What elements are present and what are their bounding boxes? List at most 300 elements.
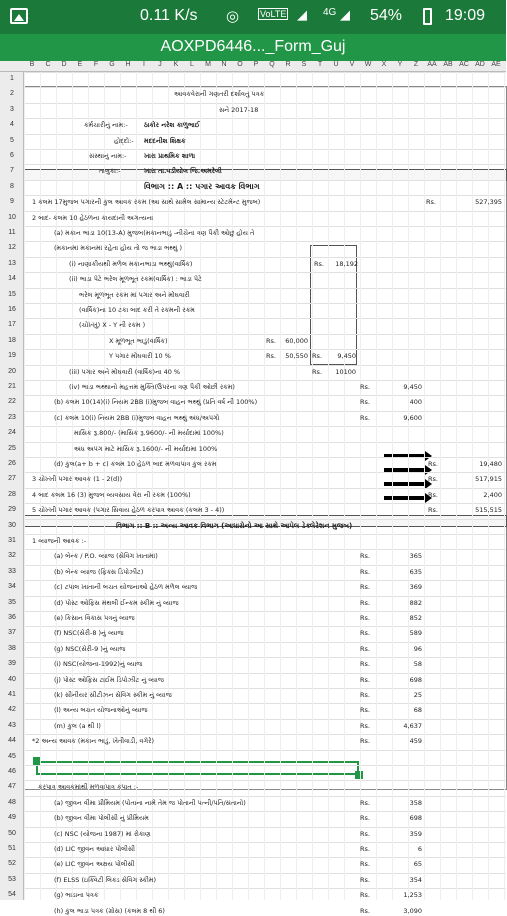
row-number[interactable]: 46 bbox=[8, 768, 16, 775]
column-letter[interactable]: U bbox=[333, 61, 339, 68]
column-letter[interactable]: W bbox=[364, 61, 372, 68]
row-gridline bbox=[24, 719, 506, 720]
cell-r29v[interactable]: 515,515 bbox=[475, 506, 502, 515]
row-number[interactable]: 36 bbox=[8, 614, 16, 621]
cell-r55rs[interactable]: Rs. bbox=[360, 906, 370, 915]
column-letter[interactable]: T bbox=[317, 61, 323, 68]
column-letter[interactable]: N bbox=[221, 61, 227, 68]
row-number[interactable]: 22 bbox=[8, 398, 16, 406]
cell-r44[interactable]: *2 અન્ય આવક (મકાન ભાડું, ખેતીવાડી, વગેરે) bbox=[32, 737, 155, 746]
row-number[interactable]: 38 bbox=[8, 644, 16, 652]
row-number[interactable]: 31 bbox=[8, 537, 16, 544]
cell-r43rs[interactable]: Rs. bbox=[360, 721, 370, 730]
row-gridline bbox=[24, 411, 506, 412]
column-letter[interactable]: R bbox=[285, 61, 291, 68]
column-gridline bbox=[120, 72, 121, 900]
cell-r31[interactable]: 1 વ્યાજની આવક :- bbox=[32, 537, 87, 545]
cell-r34v[interactable]: 369 bbox=[409, 583, 422, 592]
column-letter[interactable]: J bbox=[158, 61, 162, 68]
column-letter[interactable]: AC bbox=[459, 61, 469, 68]
cell-r5v[interactable]: મદદનીશ શિક્ષક bbox=[144, 136, 186, 145]
row-gridline bbox=[24, 426, 506, 427]
cell-r16[interactable]: (વાર્ષિક)ના 10 ટકા બાદ કરી તે રકમની રકમ bbox=[79, 306, 195, 314]
cell-r13v[interactable]: 18,192 bbox=[335, 259, 358, 268]
cell-r7v[interactable]: ખારા તા.વડીયોલ જિ.અમરેલી bbox=[144, 167, 222, 176]
row-gridline bbox=[24, 873, 506, 874]
cell-r26rs[interactable]: Rs. bbox=[428, 460, 438, 468]
row-gridline bbox=[24, 734, 506, 735]
cell-r17[interactable]: (ચોખ્ખું) X - Y ની રકમ ) bbox=[79, 321, 146, 330]
row-gridline bbox=[24, 303, 506, 304]
row-gridline bbox=[24, 457, 506, 458]
row-number[interactable]: 4 bbox=[10, 121, 14, 129]
row-number[interactable]: 2 bbox=[10, 90, 14, 98]
cell-r18v[interactable]: 60,000 bbox=[285, 336, 308, 345]
row-number[interactable]: 48 bbox=[8, 798, 16, 806]
cell-r19rs[interactable]: Rs. bbox=[266, 352, 276, 361]
cell-r19v2[interactable]: 9,450 bbox=[337, 352, 356, 361]
cell-r53rs[interactable]: Rs. bbox=[360, 875, 370, 884]
cell-r52[interactable]: (e) LIC જીવન અક્ષય પોલીસી bbox=[54, 860, 135, 869]
cell-r32v[interactable]: 365 bbox=[409, 552, 422, 561]
cell-r13rs[interactable]: Rs. bbox=[314, 259, 324, 268]
row-gridline bbox=[24, 118, 506, 119]
row-number[interactable]: 6 bbox=[10, 152, 14, 159]
cell-r8[interactable]: વિભાગ :: A :: પગાર આવક વિભાગ bbox=[144, 181, 260, 191]
row-number[interactable]: 53 bbox=[8, 875, 16, 883]
column-letter[interactable]: V bbox=[349, 61, 355, 68]
row-number[interactable]: 23 bbox=[8, 413, 16, 421]
cell-r40[interactable]: (j) પોસ્ટ ઓફિસ ટાઈમ ડિપોઝીટ નું વ્યાજ bbox=[54, 675, 164, 684]
cell-r13[interactable]: (i) નાણાકીયથી મળેલ મકાનભાડા ભથ્થું(વાર્ષિક) bbox=[69, 259, 193, 268]
cell-r47[interactable]: કરપાત્ર આવકમાંથી મળવાપાત્ર કપાત :- bbox=[38, 783, 139, 792]
gallery-icon bbox=[10, 8, 28, 24]
cell-r37rs[interactable]: Rs. bbox=[360, 629, 370, 638]
row-gridline bbox=[24, 565, 506, 566]
row-number[interactable]: 30 bbox=[8, 521, 16, 529]
row-number[interactable]: 50 bbox=[8, 829, 16, 837]
column-letter[interactable]: S bbox=[301, 61, 307, 68]
cell-r15[interactable]: ભરેલ મૂળભૂત રકમ માં પગાર અને મોંઘવારી bbox=[79, 290, 190, 299]
cell-r27[interactable]: 3 ચોખ્ખી પગાર આવક (1 - 2(d)) bbox=[32, 475, 123, 484]
cell-r54[interactable]: (g) ભાડાના પત્રક bbox=[54, 891, 99, 900]
column-letter[interactable]: Q bbox=[269, 61, 275, 68]
row-number[interactable]: 3 bbox=[10, 105, 14, 113]
cell-r20v[interactable]: 10100 bbox=[335, 367, 356, 376]
row-gridline bbox=[24, 811, 506, 812]
cell-r38rs[interactable]: Rs. bbox=[360, 644, 370, 653]
column-gridline bbox=[328, 72, 329, 900]
column-letter[interactable]: X bbox=[381, 61, 387, 68]
cell-r38[interactable]: (g) NSC(સેરી-9 )નું વ્યાજ bbox=[54, 644, 126, 653]
row-number[interactable]: 29 bbox=[8, 506, 16, 514]
cell-r19rs2[interactable]: Rs. bbox=[312, 352, 322, 361]
cell-r36[interactable]: (e) કિસાન વિકાસ પત્રનું વ્યાજ bbox=[54, 614, 135, 622]
cell-r22v[interactable]: 400 bbox=[409, 398, 422, 407]
row-number[interactable]: 5 bbox=[10, 136, 14, 144]
column-gridline bbox=[488, 72, 489, 900]
cell-r40rs[interactable]: Rs. bbox=[360, 675, 370, 684]
cell-r39rs[interactable]: Rs. bbox=[360, 660, 370, 669]
cell-r27v[interactable]: 517,915 bbox=[475, 475, 502, 484]
column-gridline bbox=[376, 72, 377, 900]
row-number[interactable]: 20 bbox=[8, 367, 16, 375]
cell-r9rs[interactable]: Rs. bbox=[426, 198, 436, 207]
column-gridline bbox=[504, 72, 505, 900]
row-number[interactable]: 12 bbox=[8, 244, 16, 252]
network-speed: 0.11 K/s bbox=[140, 7, 198, 24]
cell-r20[interactable]: (iii) પગાર અને મોંઘવારી (વાર્ષિક)ના 40 % bbox=[69, 367, 181, 376]
cell-r11[interactable]: (a) મકાન ભાડા 10(13-A) મુજબ(મકાનભાડું -નીચેના ત્રણ પૈકી ઓછું હોય તે bbox=[54, 229, 255, 237]
row-number[interactable]: 54 bbox=[8, 891, 16, 899]
row-gridline bbox=[24, 596, 506, 597]
column-letter[interactable]: M bbox=[205, 61, 211, 68]
row-gridline bbox=[24, 334, 506, 335]
row-gridline bbox=[24, 796, 506, 797]
cell-r44v[interactable]: 459 bbox=[409, 737, 422, 746]
cell-r19[interactable]: Y પગાર મોંઘવારી 10 % bbox=[109, 352, 171, 361]
row-gridline bbox=[24, 180, 506, 181]
row-number[interactable]: 25 bbox=[8, 444, 16, 452]
row-gridline bbox=[24, 519, 506, 520]
row-gridline bbox=[24, 827, 506, 828]
row-gridline bbox=[24, 318, 506, 319]
row-number[interactable]: 28 bbox=[8, 490, 16, 498]
row-gridline bbox=[24, 688, 506, 689]
cell-r28v[interactable]: 2,400 bbox=[483, 490, 502, 499]
cell-r54rs[interactable]: Rs. bbox=[360, 891, 370, 900]
cell-r48rs[interactable]: Rs. bbox=[360, 798, 370, 807]
cell-r42rs[interactable]: Rs. bbox=[360, 706, 370, 715]
cell-r10[interactable]: 2 બાદ- કલમ 10 હેઠળના કાયદાની અગત્યના bbox=[32, 213, 154, 222]
row-number[interactable]: 21 bbox=[8, 383, 16, 390]
cell-r37[interactable]: (f) NSC(સેરી-8 )નું વ્યાજ bbox=[54, 629, 124, 638]
hotspot-icon: ◎ bbox=[226, 8, 240, 25]
cell-r42[interactable]: (l) અન્ય બચત યોજનાઓનું વ્યાજ bbox=[54, 706, 148, 715]
spreadsheet-grid[interactable] bbox=[24, 72, 506, 915]
cell-r40v[interactable]: 698 bbox=[409, 675, 422, 684]
cell-r49v[interactable]: 698 bbox=[409, 814, 422, 823]
column-gridline bbox=[24, 72, 25, 900]
row-header bbox=[0, 72, 24, 900]
column-letter[interactable]: E bbox=[77, 61, 83, 68]
row-number[interactable]: 19 bbox=[8, 352, 16, 360]
column-gridline bbox=[168, 72, 169, 900]
document-title[interactable]: AOXPD6446..._Form_Guj bbox=[160, 38, 346, 55]
row-gridline bbox=[24, 349, 506, 350]
column-gridline bbox=[88, 72, 89, 900]
cell-r36rs[interactable]: Rs. bbox=[360, 614, 370, 622]
cell-r6l[interactable]: સંસ્થાનું નામ:- bbox=[89, 152, 127, 160]
cell-r50rs[interactable]: Rs. bbox=[360, 829, 370, 838]
cell-r25[interactable]: અંધ અપંગ માટે માસિક રૂ.1600/- ની મર્યાદામાં 100% bbox=[74, 444, 218, 453]
row-gridline bbox=[24, 103, 506, 104]
row-number[interactable]: 45 bbox=[8, 752, 16, 760]
cell-r29rs[interactable]: Rs. bbox=[428, 506, 438, 515]
arrow-icon bbox=[384, 496, 426, 500]
row-number[interactable]: 49 bbox=[8, 814, 16, 822]
column-letter[interactable]: G bbox=[109, 61, 115, 68]
row-gridline bbox=[24, 365, 506, 366]
cell-r36v[interactable]: 852 bbox=[409, 614, 422, 622]
cell-r22rs[interactable]: Rs. bbox=[360, 398, 370, 407]
row-gridline bbox=[24, 703, 506, 704]
row-gridline bbox=[24, 580, 506, 581]
cell-r33[interactable]: (b) બેન્ક વ્યાજ (ફિક્સ ડિપોઝીટ) bbox=[54, 567, 144, 576]
cell-r48[interactable]: (a) જીવન વીમા પ્રીમિયમ (પોતાના નામે તેમ જ પોતાની પત્ની/પતિ/સંતાનો) bbox=[54, 798, 246, 807]
column-gridline bbox=[296, 72, 297, 900]
cell-r49rs[interactable]: Rs. bbox=[360, 814, 370, 823]
cell-r34[interactable]: (c) ટપાલ ખાતાની બચત યોજનાઓ હેઠળ મળેલ વ્યાજ bbox=[54, 583, 198, 592]
cell-r23rs[interactable]: Rs. bbox=[360, 413, 370, 422]
row-gridline bbox=[24, 549, 506, 550]
cell-r52v[interactable]: 65 bbox=[413, 860, 422, 869]
cell-r51v[interactable]: 6 bbox=[417, 845, 422, 853]
cell-r32rs[interactable]: Rs. bbox=[360, 552, 370, 561]
row-gridline bbox=[24, 164, 506, 165]
cell-r37v[interactable]: 589 bbox=[409, 629, 422, 638]
column-gridline bbox=[216, 72, 217, 900]
row-number[interactable]: 9 bbox=[10, 198, 14, 206]
cell-r21v[interactable]: 9,450 bbox=[403, 383, 422, 391]
cell-r18rs[interactable]: Rs. bbox=[266, 336, 276, 345]
row-gridline bbox=[24, 857, 506, 858]
cell-r51[interactable]: (d) LIC જીવન આધાર પોલીસી bbox=[54, 845, 136, 853]
cell-r55v[interactable]: 3,090 bbox=[403, 906, 422, 915]
row-number[interactable]: 35 bbox=[8, 598, 16, 606]
cell-r49[interactable]: (b) જીવન વીમા પોલીસી નું પ્રીમિયમ bbox=[54, 814, 149, 823]
cell-r19v[interactable]: 50,550 bbox=[285, 352, 308, 361]
arrow-icon bbox=[384, 482, 426, 486]
column-gridline bbox=[440, 72, 441, 900]
row-gridline bbox=[24, 257, 506, 258]
column-gridline bbox=[152, 72, 153, 900]
column-letter[interactable]: F bbox=[93, 61, 99, 68]
row-gridline bbox=[24, 134, 506, 135]
row-gridline bbox=[24, 288, 506, 289]
row-number[interactable]: 8 bbox=[10, 182, 14, 190]
row-gridline bbox=[24, 765, 506, 766]
column-gridline bbox=[344, 72, 345, 900]
column-gridline bbox=[392, 72, 393, 900]
cell-r41[interactable]: (k) સીનીયર સીટીઝન સેવિંગ સ્કીમ નું વ્યાજ bbox=[54, 691, 172, 699]
column-gridline bbox=[456, 72, 457, 900]
row-gridline bbox=[24, 195, 506, 196]
column-letter[interactable]: K bbox=[173, 61, 179, 68]
column-letter[interactable]: O bbox=[237, 61, 243, 68]
cell-r22[interactable]: (b) કલમ 10(14)(i) નિયમ 2BB (i)મુજબ વાહન ભથ્થું (પ્રતિ વર્ષ ની 100%) bbox=[54, 398, 258, 407]
row-number[interactable]: 11 bbox=[8, 229, 16, 236]
column-header bbox=[0, 61, 506, 72]
row-gridline bbox=[24, 626, 506, 627]
volte-badge: VoLTE bbox=[260, 9, 287, 19]
column-letter[interactable]: AD bbox=[475, 61, 485, 68]
cell-r48v[interactable]: 358 bbox=[409, 798, 422, 807]
row-gridline bbox=[24, 272, 506, 273]
app-bar bbox=[0, 34, 506, 61]
cell-r9[interactable]: 1 કલમ 17મુજબ પગારની કુલ આવક રકમ (આ સાથે સામેલ સામાન્ય સ્ટેટમેન્ટ મુજબ) bbox=[32, 198, 261, 207]
row-gridline bbox=[24, 149, 506, 150]
cell-r55[interactable]: (h) કુલ ભાડા પત્રક (ગ્રોસ) (કલમ 8 થી 6) bbox=[54, 906, 165, 915]
column-letter[interactable]: D bbox=[61, 61, 67, 68]
cell-r24[interactable]: માસિક રૂ.800/- (માસિક રૂ.9600/- ની મર્યાદામાં 100%) bbox=[74, 429, 224, 438]
cell-r50[interactable]: (c) NSC (યોજના 1987) માં રોકાણ bbox=[54, 829, 151, 838]
row-gridline bbox=[24, 241, 506, 242]
row-number[interactable]: 13 bbox=[8, 259, 16, 267]
cell-r44rs[interactable]: Rs. bbox=[360, 737, 370, 746]
cell-signal-icon: ◢ bbox=[340, 7, 350, 22]
row-number[interactable]: 24 bbox=[8, 429, 16, 437]
cell-r28[interactable]: 4 બાદ કલમ 16 (3) મુજબ વ્યવસાય વેરા ની રકમ (100%) bbox=[32, 490, 191, 499]
cell-r21[interactable]: (iv) ભાડા ભથ્થાનો મહત્તમ મુક્તિ(ઉપરના ત્રણ પૈકી ઓછી રકમ) bbox=[69, 383, 235, 391]
row-number[interactable]: 16 bbox=[8, 306, 16, 313]
cell-r39v[interactable]: 58 bbox=[413, 660, 422, 669]
row-gridline bbox=[24, 503, 506, 504]
column-gridline bbox=[360, 72, 361, 900]
column-letter[interactable]: AA bbox=[427, 61, 437, 68]
cell-r23v[interactable]: 9,600 bbox=[403, 413, 422, 422]
row-number[interactable]: 14 bbox=[8, 275, 16, 283]
row-gridline bbox=[24, 211, 506, 212]
cell-r53[interactable]: (f) ELSS (ઇક્વિટી લિંક્ડ સેવિંગ સ્કીમ) bbox=[54, 875, 157, 884]
row-number[interactable]: 18 bbox=[8, 336, 16, 344]
column-letter[interactable]: H bbox=[125, 61, 131, 68]
status-bar bbox=[0, 0, 506, 34]
cell-r4v[interactable]: ઠાકોર નરેશ કાળુભાઈ bbox=[144, 121, 200, 130]
row-number[interactable]: 15 bbox=[8, 290, 16, 298]
column-letter[interactable]: I bbox=[143, 61, 145, 68]
column-gridline bbox=[40, 72, 41, 900]
cell-r33rs[interactable]: Rs. bbox=[360, 567, 370, 576]
row-number[interactable]: 27 bbox=[8, 475, 16, 483]
cell-r7l[interactable]: તાલુકા:- bbox=[99, 167, 121, 176]
column-letter[interactable]: P bbox=[253, 61, 259, 68]
column-letter[interactable]: AB bbox=[443, 61, 453, 68]
cell-r41v[interactable]: 25 bbox=[413, 691, 422, 699]
cell-r35v[interactable]: 882 bbox=[409, 598, 422, 607]
cell-r50v[interactable]: 359 bbox=[409, 829, 422, 838]
cell-r39[interactable]: (i) NSC(યોજના-1992)નું વ્યાજ bbox=[54, 660, 143, 669]
row-number[interactable]: 52 bbox=[8, 860, 16, 868]
row-number[interactable]: 37 bbox=[8, 629, 16, 637]
row-number[interactable]: 26 bbox=[8, 460, 16, 467]
row-number[interactable]: 33 bbox=[8, 567, 16, 575]
row-number[interactable]: 10 bbox=[8, 213, 16, 221]
cell-r6v[interactable]: ખારા પ્રાથમિક શાળા bbox=[144, 152, 196, 160]
cell-r34rs[interactable]: Rs. bbox=[360, 583, 370, 592]
column-gridline bbox=[136, 72, 137, 900]
cell-r54v[interactable]: 1,253 bbox=[403, 891, 422, 900]
column-letter[interactable]: B bbox=[29, 61, 35, 68]
cell-r41rs[interactable]: Rs. bbox=[360, 691, 370, 699]
row-number[interactable]: 32 bbox=[8, 552, 16, 560]
row-number[interactable]: 43 bbox=[8, 721, 16, 729]
cell-r27rs[interactable]: Rs. bbox=[428, 475, 438, 484]
column-gridline bbox=[264, 72, 265, 900]
row-number[interactable]: 47 bbox=[8, 783, 16, 791]
cell-r42v[interactable]: 68 bbox=[413, 706, 422, 715]
battery-icon bbox=[423, 8, 432, 25]
row-number[interactable]: 1 bbox=[10, 75, 14, 82]
cell-r43v[interactable]: 4,637 bbox=[403, 721, 422, 730]
cell-r35[interactable]: (d) પોસ્ટ ઓફિસ મંથલી ઈન્કમ સ્કીમ નું વ્યાજ bbox=[54, 598, 179, 607]
column-gridline bbox=[56, 72, 57, 900]
column-gridline bbox=[408, 72, 409, 900]
cell-r52rs[interactable]: Rs. bbox=[360, 860, 370, 869]
row-number[interactable]: 34 bbox=[8, 583, 16, 591]
row-number[interactable]: 17 bbox=[8, 321, 16, 329]
cell-r14[interactable]: (ii) ભાડા પેટે ભરેલ મૂળભૂત રકમ(વાર્ષિક) : ભાડા પેટે bbox=[69, 275, 202, 284]
clock: 19:09 bbox=[445, 7, 486, 24]
cell-r28rs[interactable]: Rs. bbox=[428, 490, 438, 499]
row-gridline bbox=[24, 534, 506, 535]
column-letter[interactable]: L bbox=[190, 61, 194, 68]
row-number[interactable]: 39 bbox=[8, 660, 16, 668]
cell-r4l[interactable]: કર્મચારીનું નામ:- bbox=[84, 121, 128, 130]
selected-cell-range[interactable] bbox=[36, 761, 359, 775]
column-letter[interactable]: Y bbox=[397, 61, 403, 68]
row-number[interactable]: 44 bbox=[8, 737, 16, 745]
cell-r32[interactable]: (a) બેન્ક / P.O. વ્યાજ (સેવિંગ ખાતામાં) bbox=[54, 552, 158, 561]
cell-r21rs[interactable]: Rs. bbox=[360, 383, 370, 391]
cell-r29[interactable]: 5 ચોખ્ખી પગાર આવક (પગાર સિવાય હેઠળ કરપાત્ર આવક (કલમ 3 - 4)) bbox=[32, 506, 225, 515]
row-gridline bbox=[24, 750, 506, 751]
row-number[interactable]: 51 bbox=[8, 845, 16, 852]
column-gridline bbox=[200, 72, 201, 900]
row-gridline bbox=[24, 611, 506, 612]
wifi-signal-icon: ◢ bbox=[297, 7, 307, 22]
cell-r9v[interactable]: 527,395 bbox=[475, 198, 502, 207]
battery-percent: 54% bbox=[370, 7, 403, 24]
cell-r26v[interactable]: 19,480 bbox=[479, 460, 502, 468]
arrow-icon bbox=[384, 468, 426, 472]
cell-r53v[interactable]: 354 bbox=[409, 875, 422, 884]
row-gridline bbox=[24, 472, 506, 473]
cell-r2[interactable]: આવકવેરાની ગણતરી દર્શાવતું પત્રક bbox=[174, 90, 265, 99]
cell-r51rs[interactable]: Rs. bbox=[360, 845, 370, 853]
column-letter[interactable]: Z bbox=[413, 61, 419, 68]
row-gridline bbox=[24, 488, 506, 489]
row-gridline bbox=[24, 673, 506, 674]
row-number[interactable]: 42 bbox=[8, 706, 16, 714]
cell-r3[interactable]: સને 2017-18 bbox=[219, 105, 259, 114]
row-gridline bbox=[24, 72, 506, 73]
column-gridline bbox=[232, 72, 233, 900]
cell-r5l[interactable]: હોદ્દો:- bbox=[114, 136, 134, 145]
cell-r12[interactable]: (મકાનમાં મકાનમાં રહેતા હોય તો જ ભાડા ભથ્થું ) bbox=[54, 244, 183, 253]
cell-r43[interactable]: (m) કુલ (a થી l) bbox=[54, 721, 101, 730]
row-number[interactable]: 40 bbox=[8, 675, 16, 683]
column-letter[interactable]: C bbox=[45, 61, 51, 68]
cell-r33v[interactable]: 635 bbox=[409, 567, 422, 576]
selection-handle-end[interactable] bbox=[355, 771, 363, 779]
cell-r18[interactable]: X મૂળભૂત ભાડું(વાર્ષિક) bbox=[109, 336, 168, 345]
row-gridline bbox=[24, 380, 506, 381]
cell-r20rs[interactable]: Rs. bbox=[312, 367, 322, 376]
cell-r35rs[interactable]: Rs. bbox=[360, 598, 370, 607]
column-gridline bbox=[424, 72, 425, 900]
cell-r23[interactable]: (c) કલમ 10(i) નિયમ 2BB (i)મુજબ વાહન ભથ્થું અંધ/અપંગો bbox=[54, 413, 220, 422]
row-number[interactable]: 41 bbox=[8, 691, 16, 698]
column-letter[interactable]: AE bbox=[491, 61, 501, 68]
cell-r30[interactable]: વિભાગ :: B :: અન્ય આવક વિભાગ (આધારોનો આ સાથે આપેલ ડેક્લેરેશન મુજબ) bbox=[116, 521, 353, 530]
row-gridline bbox=[24, 642, 506, 643]
network-type: 4G bbox=[323, 7, 337, 18]
cell-r26[interactable]: (d) કુલ(a+ b + c) કલમ 10 હેઠળ બાદ મળવાપાત્ર કુલ રકમ bbox=[54, 460, 217, 468]
row-number[interactable]: 7 bbox=[10, 167, 14, 175]
column-gridline bbox=[312, 72, 313, 900]
cell-r38v[interactable]: 96 bbox=[413, 644, 422, 653]
